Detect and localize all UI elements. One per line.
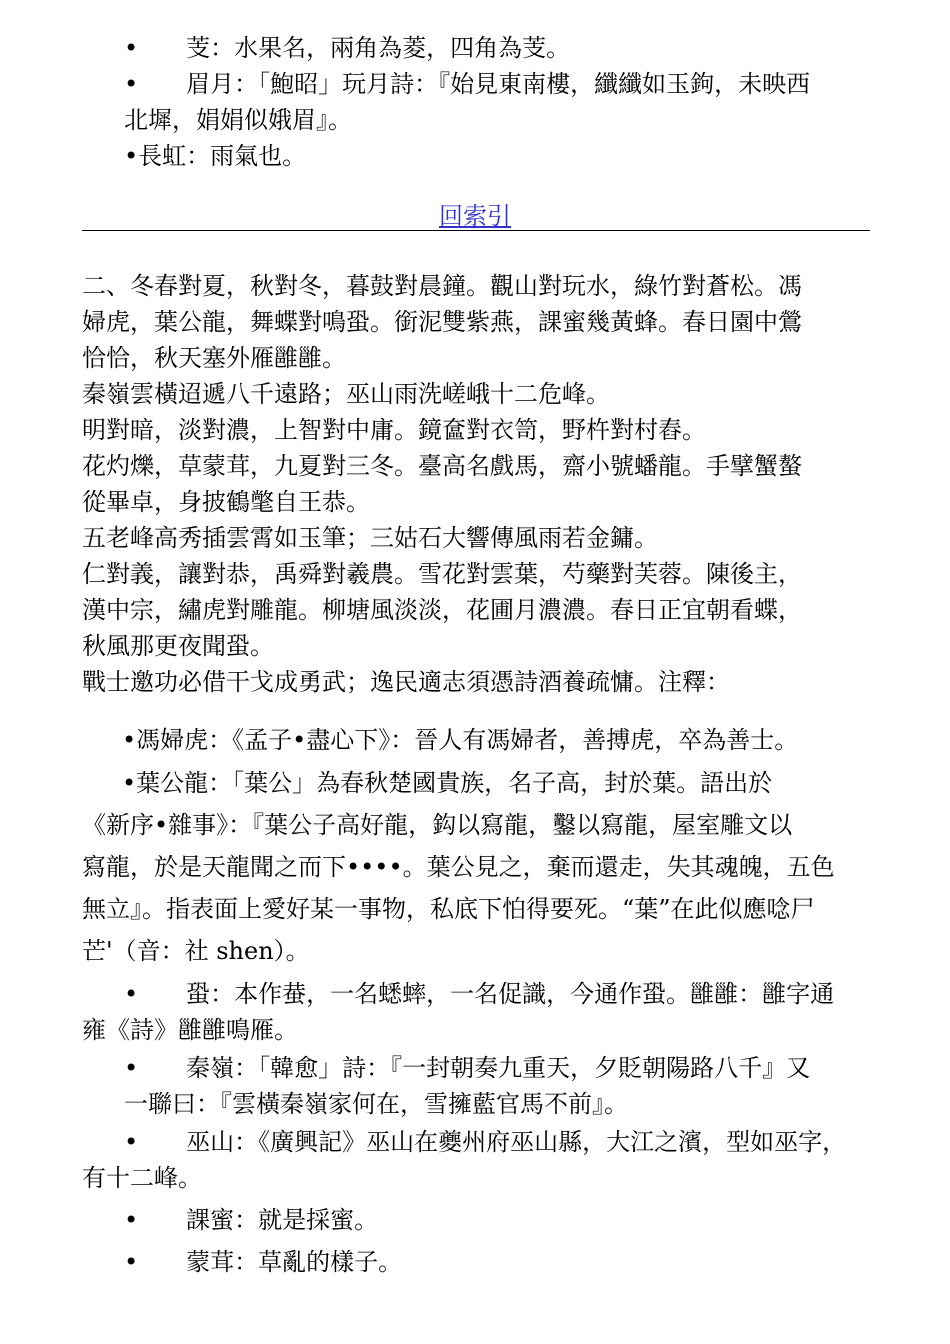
note-qin-ling	[124, 1050, 810, 1122]
poem-line: 花灼爍，草蒙茸，九夏對三冬。臺高名戲馬，齋小號蟠龍。手擘蟹螯	[82, 452, 802, 480]
note-line: • 巫山：《廣興記》巫山在夔州府巫山縣，大江之濱，型如巫字，	[124, 1128, 847, 1156]
poem-line: 漢中宗，繡虎對雕龍。柳塘風淡淡，花圃月濃濃。春日正宜朝看蝶，	[82, 596, 802, 624]
poem-line: 二、冬春對夏，秋對冬，暮鼓對晨鐘。觀山對玩水，綠竹對蒼松。馮	[82, 272, 802, 300]
note-line: • 芰：水果名，兩角為菱，四角為芰。	[124, 34, 571, 62]
poem-line: 婦虎，葉公龍，舞蝶對鳴蛩。銜泥雙紫燕，課蜜幾黃蜂。春日園中鶯	[82, 308, 802, 336]
horizontal-rule	[82, 230, 870, 231]
note-line: • 課蜜：就是採蜜。	[124, 1206, 379, 1234]
back-to-index-link[interactable]: 回索引	[439, 202, 511, 230]
poem-text	[82, 268, 802, 700]
poem-line: 從畢卓，身披鶴氅自王恭。	[82, 488, 370, 516]
poem-line: 秦嶺雲橫迢遞八千遠路；巫山雨洗嵯峨十二危峰。	[82, 380, 610, 408]
note-ye-gong-long	[82, 762, 835, 972]
poem-line: 秋風那更夜聞蛩。	[82, 632, 274, 660]
note-line: 北墀，娟娟似娥眉』。	[124, 106, 352, 134]
note-line: • 蒙茸：草亂的樣子。	[124, 1248, 403, 1276]
note-line: 有十二峰。	[82, 1164, 202, 1192]
note-line: •葉公龍：「葉公」為春秋楚國貴族，名子高，封於葉。語出於	[122, 769, 773, 797]
poem-line: 五老峰高秀插雲霄如玉筆；三姑石大響傳風雨若金鏞。	[82, 524, 658, 552]
note-qiong	[82, 976, 834, 1048]
note-line: • 秦嶺：「韓愈」詩：『一封朝奏九重天，夕貶朝陽路八千』又	[124, 1054, 811, 1082]
top-notes	[0, 30, 810, 174]
note-line: 一聯曰：『雲橫秦嶺家何在，雪擁藍官馬不前』。	[124, 1090, 628, 1118]
note-line: 芒'（音：社 shen）。	[82, 937, 310, 965]
poem-line: 明對暗，淡對濃，上智對中庸。鏡奩對衣笥，野杵對村舂。	[82, 416, 706, 444]
note-line: 《新序•雜事》：『葉公子高好龍，鈎以寫龍，鑿以寫龍，屋室雕文以	[82, 811, 793, 839]
note-line: • 眉月：「鮑昭」玩月詩：『始見東南樓，纖纖如玉鉤，未映西	[124, 70, 811, 98]
poem-line: 仁對義，讓對恭，禹舜對羲農。雪花對雲葉，芍藥對芙蓉。陳後主，	[82, 560, 802, 588]
note-line: • 蛩：本作蛬，一名蟋蟀，一名促識，今通作蛩。雝雝：雝字通	[124, 980, 835, 1008]
note-line: 雍《詩》雝雝鳴雁。	[82, 1016, 298, 1044]
poem-line: 恰恰，秋天塞外雁雝雝。	[82, 344, 346, 372]
note-meng-rong	[124, 1244, 402, 1280]
note-line: •馮婦虎：《孟子•盡心下》：晉人有馮婦者，善搏虎，卒為善士。	[122, 726, 799, 754]
note-line: 寫龍，於是天龍聞之而下••••。葉公見之，棄而還走，失其魂魄，五色	[82, 853, 835, 881]
note-wu-shan	[82, 1124, 846, 1196]
note-line: •長虹：雨氣也。	[124, 142, 307, 170]
note-line: 無立』。指表面上愛好某一事物，私底下怕得要死。“葉”在此似應唸尸	[82, 895, 815, 923]
note-ke-mi	[124, 1202, 378, 1238]
note-feng-fu-hu	[122, 722, 798, 758]
poem-line: 戰士邀功必借干戈成勇武；逸民適志須憑詩酒養疏慵。注釋：	[82, 668, 730, 696]
